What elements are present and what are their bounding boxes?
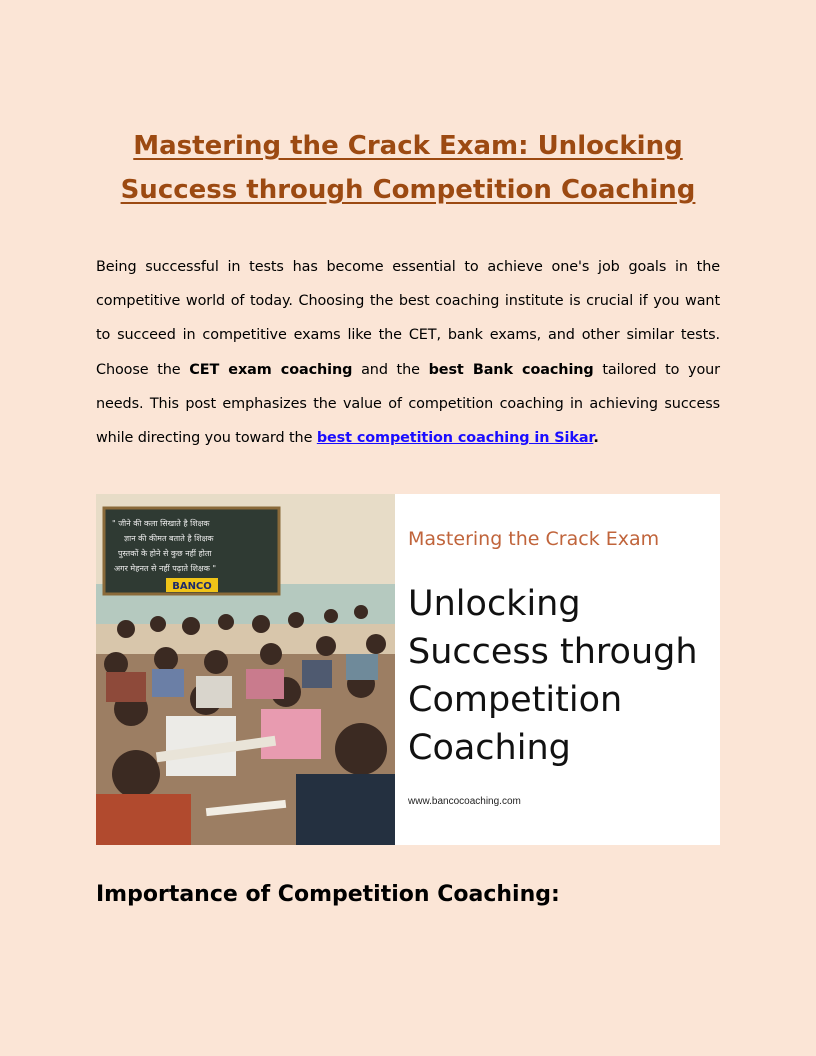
board-line-4: अगर मेहनत से नहीं पढ़ाते शिक्षक " [114,564,217,573]
board-line-2: ज्ञान की कीमत बताते है शिक्षक [124,534,214,543]
classroom-illustration [96,494,395,845]
banner-headline: Unlocking Success through Competition Coaching [408,584,698,768]
article-banner-image [96,494,720,845]
banner-text-panel [408,494,720,845]
competition-coaching-link[interactable]: best competition coaching in Sikar [316,430,594,447]
intro-text-4: . [593,430,599,447]
intro-paragraph [96,250,720,455]
intro-text-2: and the [352,361,429,378]
board-line-1: " जीने की कला सिखाते है शिक्षक [112,519,210,528]
bank-coaching-bold: best Bank coaching [428,361,594,378]
intro-text-1: Being successful in tests has become essential to achieve one's job goals in the competitive world of today. Choosing the best coaching institute is crucial if you want to succeed in competitive exams like the CET, bank exams, and other similar tests. Choose the [96,259,720,378]
document-title: Mastering the Crack Exam: Unlocking Success through Competition Coaching [120,131,696,205]
banner-subtitle: Mastering the Crack Exam [408,528,660,550]
classroom-photo [96,494,395,845]
board-line-3: पुस्तकों के होने से कुछ नहीं होता [118,549,212,558]
cet-coaching-bold: CET exam coaching [189,361,353,378]
section-heading: Importance of Competition Coaching: [96,882,560,907]
intro-text-3: tailored to your needs. This post emphasizes the value of competition coaching in achieving success while directing you toward the [96,361,720,447]
banco-logo: BANCO [172,581,212,592]
banner-url: www.bancocoaching.com [408,796,521,807]
